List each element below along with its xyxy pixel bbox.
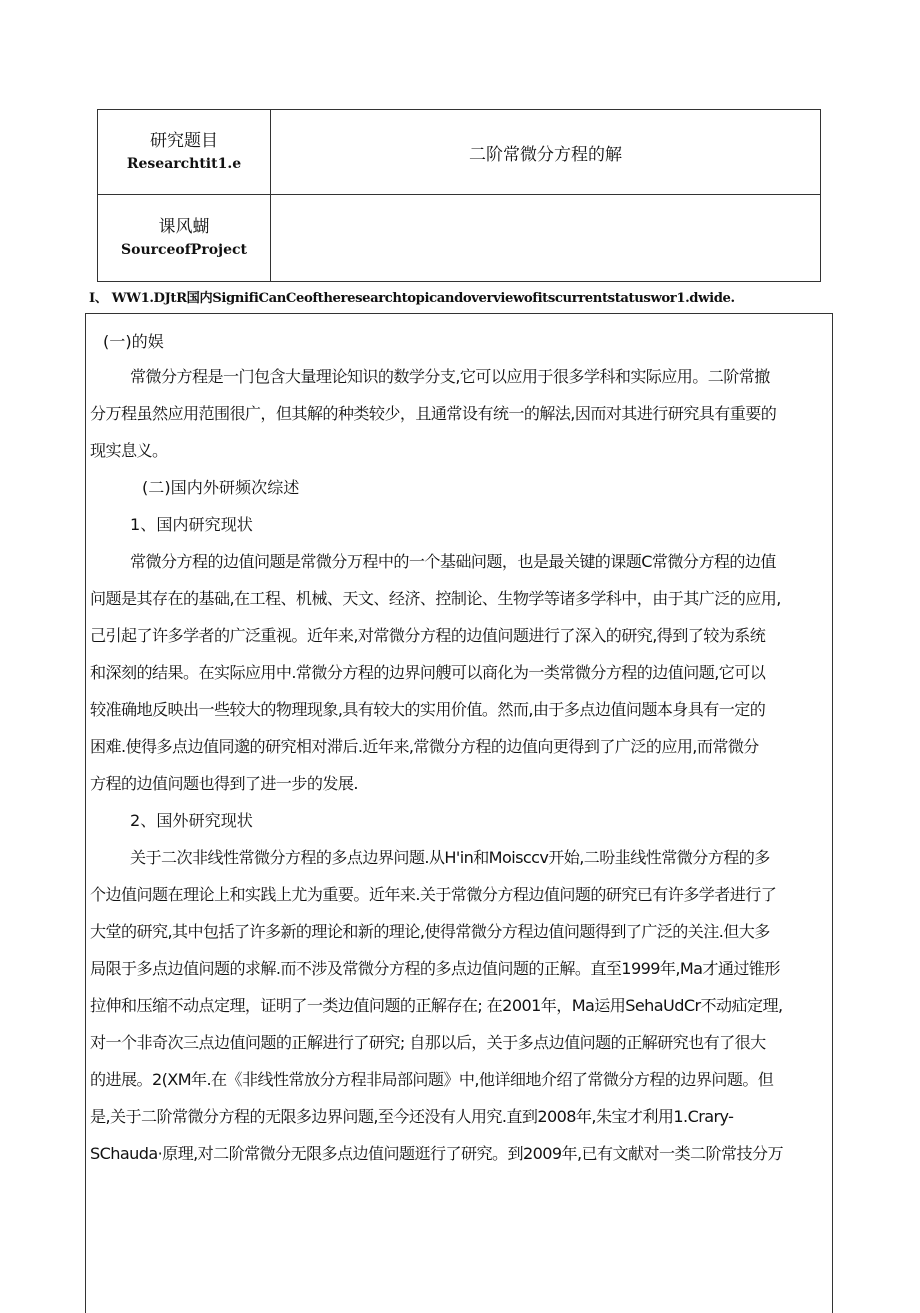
paragraph-line: SChauda·原理,对二阶常微分无限多点边值问题逛行了研究。到2009年,已有文献对一类二阶常技分万: [90, 1144, 783, 1163]
research-significance-box: [85, 313, 833, 1313]
research-title-label-en: Researchtit1.e: [126, 156, 242, 172]
subsection-heading: (一)的娱: [103, 332, 164, 351]
subsection-heading: (二)国内外研频次综述: [142, 478, 300, 497]
table-row: [98, 195, 821, 282]
paragraph-line: 的进展。2(XM年.在《非线性常放分方程非局部问题》中,他详细地介绍了常微分方程的边界问题。但: [90, 1070, 774, 1089]
paragraph-line: 局限于多点边值问题的求解.而不涉及常微分方程的多点边值问题的正解。直至1999年,Ma才通过锥形: [90, 959, 780, 978]
paragraph-line: 方程的边值问题也得到了进一步的发展.: [90, 774, 358, 793]
table-row: [98, 110, 821, 195]
paragraph-line: 困难.使得多点边值同邈的研究相对滞后.近年来,常微分方程的边值向更得到了广泛的应用,而常微分: [90, 737, 759, 756]
research-title-label-cell: [98, 110, 271, 195]
paragraph-line: 己引起了许多学者的广泛重视。近年来,对常微分方程的边值问题进行了深入的研究,得到了较为系统: [90, 626, 766, 645]
paragraph-line: 问题是其存在的基础,在工程、机械、天文、经济、控制论、生物学等诸多学科中，由于其广泛的应用,: [90, 589, 781, 608]
paragraph-line: 对一个非奇次三点边值问题的正解进行了研究; 自那以后，关于多点边值问题的正解研究也有了很大: [90, 1033, 766, 1052]
paragraph-line: 是,关于二阶常微分方程的无限多边界问题,至今还没有人用究.直到2008年,朱宝才利用1.Crary-: [90, 1107, 734, 1126]
paragraph-line: 大堂的研究,其中包括了许多新的理论和新的理论,使得常微分方程边值问题得到了广泛的关注.但大多: [90, 922, 770, 941]
project-source-label-en: SourceofProject: [121, 242, 247, 258]
paragraph-line: 常微分方程的边值问题是常微分万程中的一个基础问题，也是最关键的课题C常微分方程的边值: [130, 552, 776, 571]
subsection-heading: 1、国内研究现状: [130, 515, 253, 534]
project-source-value: [271, 195, 821, 282]
paragraph-line: 个边值问题在理论上和实践上尤为重要。近年来.关于常微分方程边值问题的研究已有许多学者进行了: [90, 885, 777, 904]
paragraph-line: 较准确地反映出一些较大的物理现象,具有较大的实用价值。然而,由于多点边值问题本身具有一定的: [90, 700, 766, 719]
project-source-label-zh: 课风蝴: [158, 217, 210, 237]
paragraph-line: 现实息义。: [90, 441, 168, 460]
paragraph-line: 拉伸和压缩不动点定理，证明了一类边值问题的正解存在; 在2001年，Ma运用SehaUdCr不动疝定理,: [90, 996, 783, 1015]
research-title-value: 二阶常微分方程的解: [271, 110, 821, 195]
paragraph-line: 分万程虽然应用范围很广，但其解的种类较少，且通常设有统一的解法,因而对其进行研究具有重要的: [90, 404, 777, 423]
paragraph-line: 关于二次非线性常微分方程的多点边界问题.从H'in和Moisccv开始,二吩韭线性常微分方程的多: [130, 848, 770, 867]
research-title-label-zh: 研究题目: [150, 131, 218, 151]
paragraph-line: 和深刻的结果。在实际应用中.常微分方程的边界问艘可以商化为一类常微分方程的边值问题,它可以: [90, 663, 766, 682]
project-source-label-cell: [98, 195, 271, 282]
paragraph-line: 常微分方程是一门包含大量理论知识的数学分支,它可以应用于很多学科和实际应用。二阶常撤: [130, 367, 770, 386]
subsection-heading: 2、国外研究现状: [130, 811, 253, 830]
section-heading: I、 WW1.DJtR国内SignifiCanCeoftheresearchtopicandoverviewofitscurrentstatuswor1.dwide.: [89, 291, 735, 306]
project-info-table: [97, 109, 821, 282]
